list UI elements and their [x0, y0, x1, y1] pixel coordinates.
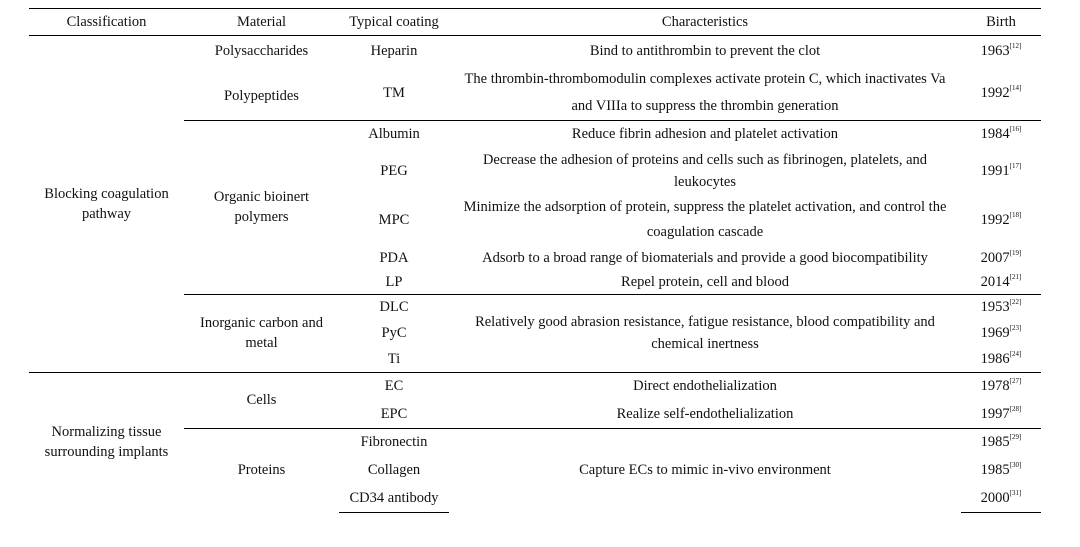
- characteristic-pda: Adsorb to a broad range of biomaterials and provide a good biocompatibility: [482, 250, 928, 266]
- characteristic-albumin: Reduce fibrin adhesion and platelet activation: [449, 120, 961, 148]
- characteristic-epc: Realize self-endothelialization: [616, 405, 794, 422]
- material-proteins: Proteins: [184, 428, 339, 512]
- birth-heparin: 1963[12]: [980, 41, 1022, 59]
- coating-mpc: MPC: [378, 212, 410, 228]
- coating-pyc: PyC: [381, 325, 407, 341]
- header-typical-coating: Typical coating: [339, 9, 449, 36]
- characteristic-tm: The thrombin-thrombomodulin complexes activate protein C, which inactivates Va and VIIIa to suppress the thrombin generation: [464, 70, 946, 114]
- birth-ec: 1978[27]: [980, 377, 1022, 395]
- material-organic: Organic bioinert polymers: [184, 120, 339, 294]
- birth-fibronectin: 1985[29]: [961, 428, 1041, 456]
- table-row: [29, 36, 1041, 66]
- coating-dlc: DLC: [339, 294, 449, 320]
- birth-collagen: 1985[30]: [980, 461, 1022, 478]
- coating-ti: Ti: [339, 346, 449, 372]
- coating-cd34: CD34 antibody: [339, 484, 449, 512]
- classification-normalizing: Normalizing tissue surrounding implants: [44, 424, 169, 461]
- birth-lp: 2014[21]: [980, 272, 1022, 290]
- coatings-table: [29, 8, 1041, 513]
- birth-mpc: 1992[18]: [980, 211, 1022, 228]
- header-characteristics: Characteristics: [449, 9, 961, 36]
- birth-cd34: 2000[31]: [961, 484, 1041, 512]
- header-row: [29, 9, 1041, 36]
- birth-epc: 1997[28]: [980, 404, 1022, 422]
- coating-lp: LP: [385, 273, 403, 290]
- characteristic-inorganic: Relatively good abrasion resistance, fatigue resistance, blood compatibility and chemical inertness: [449, 294, 961, 372]
- table-row: [29, 372, 1041, 400]
- birth-albumin: 1984[16]: [961, 120, 1041, 148]
- characteristic-heparin: Bind to antithrombin to prevent the clot: [589, 42, 821, 59]
- header-material: Material: [184, 9, 339, 36]
- characteristic-lp: Repel protein, cell and blood: [621, 273, 789, 290]
- classification-blocking: Blocking coagulation pathway: [29, 36, 184, 373]
- characteristic-peg: Decrease the adhesion of proteins and cells such as fibrinogen, platelets, and leukocytes: [482, 152, 928, 190]
- coating-fibronectin: Fibronectin: [339, 428, 449, 456]
- characteristic-proteins: Capture ECs to mimic in-vivo environment: [449, 428, 961, 512]
- birth-dlc: 1953[22]: [961, 294, 1041, 320]
- coating-pda: PDA: [379, 250, 409, 266]
- coating-albumin: Albumin: [339, 120, 449, 148]
- birth-tm: 1992[14]: [980, 83, 1022, 101]
- material-inorganic: Inorganic carbon and metal: [184, 294, 339, 372]
- characteristic-mpc: Minimize the adsorption of protein, suppress the platelet activation, and control the coagulation cascade: [463, 199, 947, 240]
- material-polypeptides: Polypeptides: [224, 87, 299, 104]
- coating-collagen: Collagen: [367, 462, 421, 478]
- coating-heparin: Heparin: [370, 42, 418, 59]
- birth-ti: 1986[24]: [961, 346, 1041, 372]
- header-birth: Birth: [961, 9, 1041, 36]
- coating-ec: EC: [384, 378, 404, 395]
- coating-tm: TM: [383, 84, 405, 101]
- header-classification: Classification: [29, 9, 184, 36]
- birth-pda: 2007[19]: [980, 249, 1022, 266]
- material-polysaccharides: Polysaccharides: [214, 42, 309, 59]
- material-cells: Cells: [246, 392, 277, 408]
- coating-epc: EPC: [380, 405, 408, 422]
- birth-peg: 1991[17]: [980, 162, 1022, 179]
- coating-peg: PEG: [380, 163, 408, 179]
- table-container: [29, 0, 1041, 547]
- characteristic-ec: Direct endothelialization: [633, 378, 777, 395]
- birth-pyc: 1969[23]: [980, 324, 1022, 341]
